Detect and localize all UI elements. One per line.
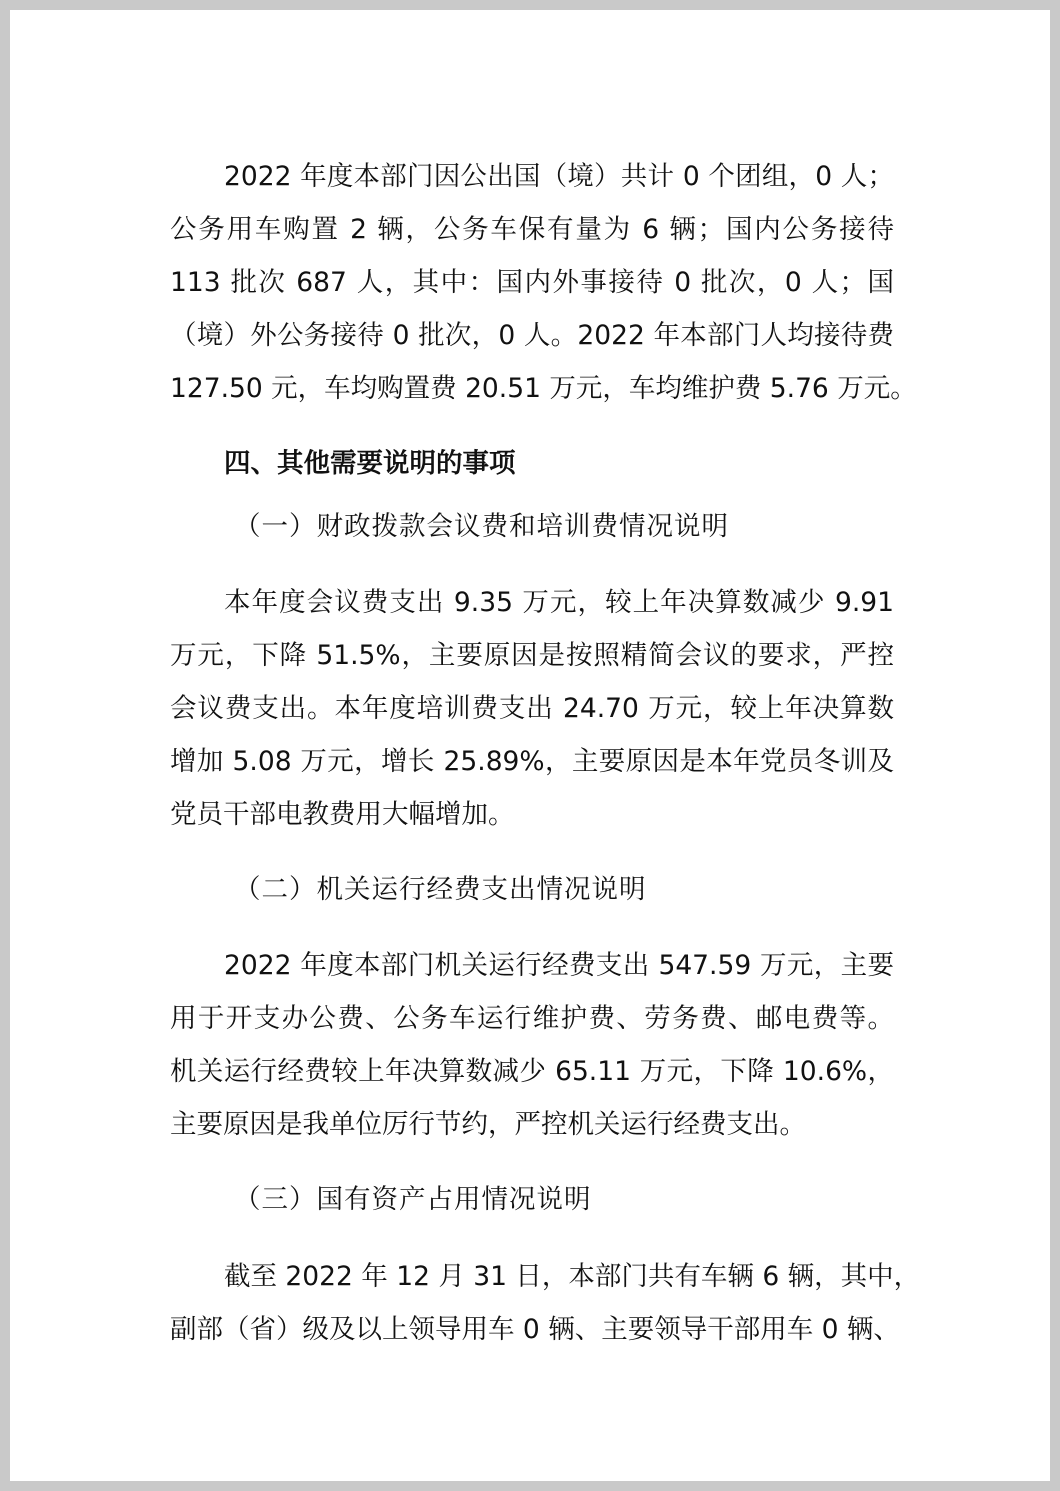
paragraph-line: 主要原因是我单位厉行节约，严控机关运行经费支出。 — [170, 1109, 806, 1140]
paragraph-line: 2022 年度本部门因公出国（境）共计 0 个团组，0 人； — [224, 161, 894, 192]
paragraph-line: （境）外公务接待 0 批次，0 人。2022 年本部门人均接待费 — [170, 320, 894, 351]
paragraph-line: 截至 2022 年 12 月 31 日，本部门共有车辆 6 辆，其中， — [224, 1261, 921, 1292]
subsection-heading: （二）机关运行经费支出情况说明 — [234, 874, 647, 905]
section-heading: 四、其他需要说明的事项 — [224, 448, 516, 479]
paragraph-line: 用于开支办公费、公务车运行维护费、劳务费、邮电费等。 — [170, 1003, 894, 1034]
paragraph-line: 2022 年度本部门机关运行经费支出 547.59 万元，主要 — [224, 950, 894, 981]
paragraph-line: 机关运行经费较上年决算数减少 65.11 万元，下降 10.6%， — [170, 1056, 894, 1087]
paragraph-line: 公务用车购置 2 辆，公务车保有量为 6 辆；国内公务接待 — [170, 214, 894, 245]
paragraph-line: 副部（省）级及以上领导用车 0 辆、主要领导干部用车 0 辆、 — [170, 1314, 900, 1345]
subsection-heading: （一）财政拨款会议费和培训费情况说明 — [234, 511, 729, 542]
paragraph-line: 党员干部电教费用大幅增加。 — [170, 799, 515, 830]
paragraph-line: 本年度会议费支出 9.35 万元，较上年决算数减少 9.91 — [224, 587, 894, 618]
paragraph-line: 113 批次 687 人，其中：国内外事接待 0 批次，0 人；国 — [170, 267, 894, 298]
paragraph-line: 万元，下降 51.5%，主要原因是按照精简会议的要求，严控 — [170, 640, 894, 671]
paragraph-line: 127.50 元，车均购置费 20.51 万元，车均维护费 5.76 万元。 — [170, 373, 917, 404]
document-page — [10, 10, 1050, 1481]
paragraph-line: 增加 5.08 万元，增长 25.89%，主要原因是本年党员冬训及 — [170, 746, 894, 777]
subsection-heading: （三）国有资产占用情况说明 — [234, 1184, 592, 1215]
paragraph-line: 会议费支出。本年度培训费支出 24.70 万元，较上年决算数 — [170, 693, 894, 724]
